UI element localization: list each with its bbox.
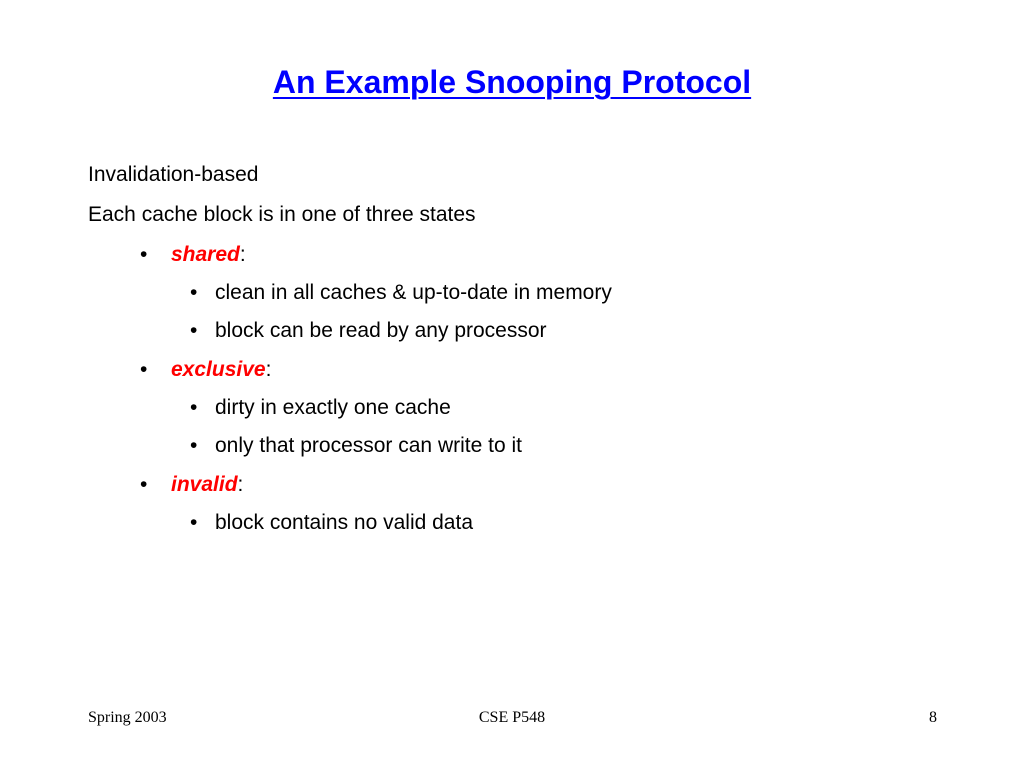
state-suffix: : <box>237 473 244 496</box>
state-suffix: : <box>265 358 272 381</box>
bullet-icon: • <box>140 358 148 381</box>
bullet-icon: • <box>190 434 198 457</box>
state-term: shared <box>171 243 240 266</box>
intro-line-1: Invalidation-based <box>88 163 259 186</box>
state-suffix: : <box>239 243 246 266</box>
bullet-icon: • <box>140 473 148 496</box>
bullet-icon: • <box>190 319 198 342</box>
state-detail-text: block can be read by any processor <box>215 319 547 342</box>
state-term: exclusive <box>171 358 266 381</box>
state-detail-text: only that processor can write to it <box>215 434 522 457</box>
bullet-icon: • <box>190 281 198 304</box>
footer-course: CSE P548 <box>478 709 546 726</box>
state-label <box>171 472 243 498</box>
state-term: invalid <box>171 473 238 496</box>
intro-line-2: Each cache block is in one of three states <box>88 203 476 226</box>
footer-date: Spring 2003 <box>88 709 167 726</box>
footer-page-number: 8 <box>929 709 937 726</box>
bullet-icon: • <box>190 511 198 534</box>
bullet-icon: • <box>190 396 198 419</box>
slide-title: An Example Snooping Protocol <box>272 64 752 100</box>
bullet-icon: • <box>140 243 148 266</box>
state-label <box>171 357 271 383</box>
state-detail-text: clean in all caches & up-to-date in memory <box>215 281 612 304</box>
state-detail-text: block contains no valid data <box>215 511 473 534</box>
state-detail-text: dirty in exactly one cache <box>215 396 451 419</box>
state-label <box>171 242 246 268</box>
